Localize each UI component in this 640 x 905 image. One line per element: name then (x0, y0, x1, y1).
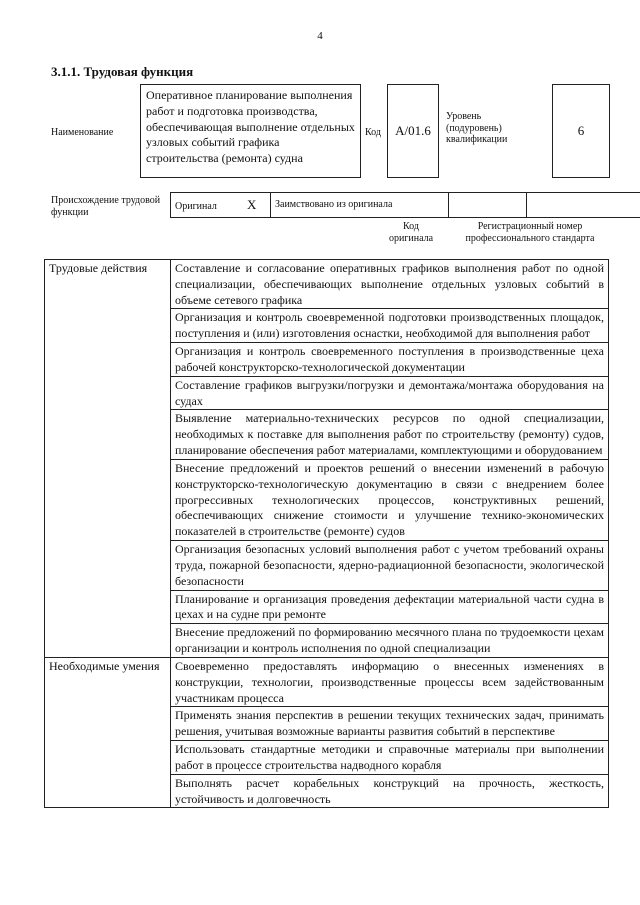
origin-table (170, 192, 640, 218)
origin-label: Происхождение трудовой функции (51, 195, 161, 218)
name-label: Наименование (51, 127, 114, 138)
borrowed-label: Заимствовано из оригинала (271, 193, 449, 218)
item-cell: Организация и контроль своевременной подготовки производственных площадок, поступления и (или) изготовления оснастки, необходимой для выполнения работ (171, 309, 609, 343)
original-label: Оригинал (175, 201, 217, 212)
item-cell: Составление графиков выгрузки/погрузки и демонтажа/монтажа оборудования на судах (171, 376, 609, 410)
original-code-cell (449, 193, 527, 218)
code-value-box: A/01.6 (387, 84, 439, 178)
item-cell: Использовать стандартные методики и справочные материалы при выполнении работ в процессе строительства надводного корабля (171, 741, 609, 775)
item-cell: Внесение предложений и проектов решений о внесении изменений в рабочую конструкторско-технологическую документацию в связи с внедрением более прогрессивных технологических процессов, конструктивных решений, обеспечивающих снижение стоимости и улучшение технико-экономических показателей в строительстве (ремонте) судов (171, 459, 609, 540)
item-cell: Выявление материально-технических ресурсов по одной специализации, необходимых к поставке для выполнения работ по строительству (ремонту) судов, планирование обеспечения работ материалами, комплектующими и оборудованием (171, 410, 609, 459)
function-name-box: Оперативное планирование выполнения работ и подготовка производства, обеспечивающая выполнение отдельных узловых событий графика строительства (ремонта) судна (140, 84, 361, 178)
item-cell: Составление и согласование оперативных графиков выполнения работ по одной специализации, обеспечивающих выполнение отдельных узловых событий в объеме сетевого графика (171, 260, 609, 309)
item-cell: Своевременно предоставлять информацию о внесенных изменениях в конструкции, технологии, производственные процессы всем задействованным участникам процесса (171, 657, 609, 706)
code-label: Код (365, 127, 381, 138)
section-title: 3.1.1. Трудовая функция (51, 64, 194, 79)
category-cell: Трудовые действия (45, 260, 171, 658)
reg-number-cell (527, 193, 640, 218)
code-caption: Код оригинала (388, 221, 434, 244)
item-cell: Внесение предложений по формированию месячного плана по трудоемкости цехам организации и контроль исполнения по одной специализации (171, 624, 609, 658)
item-cell: Выполнять расчет корабельных конструкций на прочность, жесткость, устойчивость и долговечность (171, 774, 609, 808)
level-value-box: 6 (552, 84, 610, 178)
table-row (45, 657, 609, 706)
item-cell: Организация и контроль своевременного поступления в производственные цеха рабочей конструкторско-технологической документации (171, 343, 609, 377)
original-mark: X (247, 197, 257, 212)
item-cell: Применять знания перспектив в решении текущих технических задач, принимать решения, учитывая возможные варианты развития событий в перспективе (171, 707, 609, 741)
level-label: Уровень (подуровень) квалификации (446, 111, 508, 145)
table-row (45, 260, 609, 309)
function-details-table (44, 259, 609, 808)
category-cell: Необходимые умения (45, 657, 171, 807)
item-cell: Организация безопасных условий выполнения работ с учетом требований охраны труда, пожарной безопасности, ядерно-радиационной безопасности, экологической безопасности (171, 541, 609, 590)
reg-caption: Регистрационный номер профессионального стандарта (465, 221, 595, 244)
item-cell: Планирование и организация проведения дефектации материальной части судна в цехах и на судне при ремонте (171, 590, 609, 624)
page-number: 4 (317, 30, 323, 42)
original-cell (171, 193, 271, 218)
